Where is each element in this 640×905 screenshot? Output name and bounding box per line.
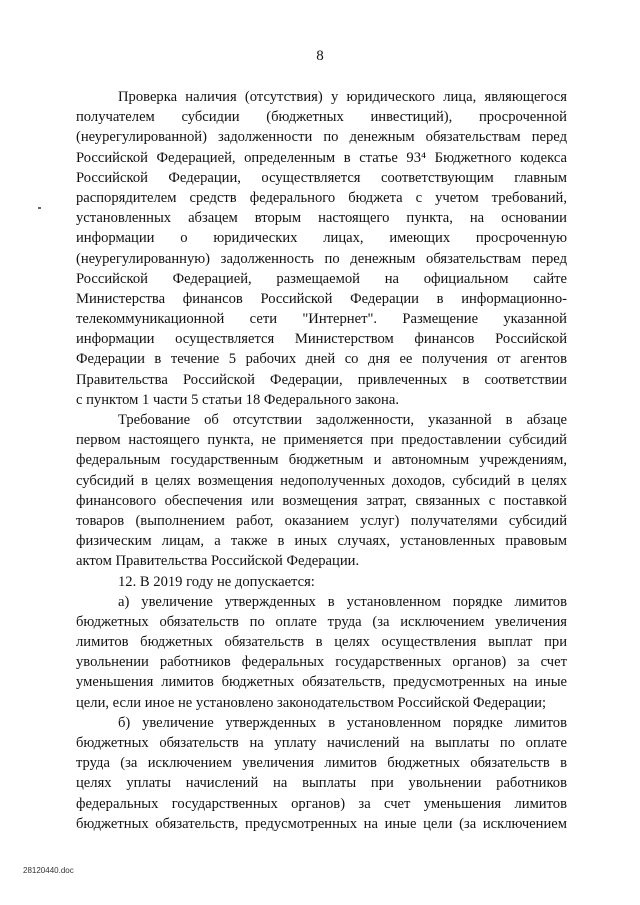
text-line: Российской Федерации, осуществляется соответствующим главным	[76, 169, 567, 186]
text-line: уменьшения лимитов бюджетных обязательств, предусмотренных на иные	[76, 674, 567, 691]
text-line: бюджетных обязательств, предусмотренных на иные цели (за исключением	[76, 815, 567, 832]
text-line: физическим лицам, а также в иных случаях, установленных правовым	[76, 533, 567, 550]
text-line: с пунктом 1 части 5 статьи 18 Федерального закона.	[76, 391, 399, 408]
text-line: Требование об отсутствии задолженности, указанной в абзаце	[118, 412, 567, 428]
text-line: 12. В 2019 году не допускается:	[118, 573, 315, 590]
text-line: бюджетных обязательств по оплате труда (за исключением увеличения	[76, 613, 567, 630]
document-filename: 28120440.doc	[23, 866, 74, 875]
text-line: Федерации в течение 5 рабочих дней со дня ее получения от агентов	[76, 351, 567, 368]
text-line: а) увеличение утвержденных в установленном порядке лимитов	[118, 593, 567, 610]
text-line: телекоммуникационной сети "Интернет". Размещение указанной	[76, 311, 567, 328]
text-line: информации о юридических лицах, имеющих просроченную	[76, 230, 567, 247]
text-line: б) увеличение утвержденных в установленном порядке лимитов	[118, 714, 567, 731]
text-line: первом настоящего пункта, не применяется при предоставлении субсидий	[76, 432, 567, 449]
text-line: товаров (выполнением работ, оказанием услуг) получателями субсидий	[76, 512, 567, 529]
text-line: актом Правительства Российской Федерации.	[76, 553, 360, 570]
text-line: установленных абзацем вторым настоящего пункта, на основании	[76, 210, 567, 227]
text-line: федеральных государственных органов) за счет уменьшения лимитов	[76, 795, 567, 812]
page-number: 8	[316, 48, 324, 64]
text-line: (неурегулированной) задолженности по денежным обязательствам перед	[76, 129, 567, 146]
text-line: Российской Федерацией, размещаемой на официальном сайте	[76, 270, 567, 287]
document-body	[76, 87, 567, 834]
text-line: распорядителем средств федерального бюджета с учетом требований,	[76, 189, 567, 206]
text-line: федеральным государственным бюджетным и автономным учреждениям,	[76, 452, 567, 469]
text-line: Проверка наличия (отсутствия) у юридического лица, являющегося	[118, 89, 567, 105]
text-line: получателем субсидии (бюджетных инвестиций), просроченной	[76, 109, 567, 126]
text-line: бюджетных обязательств на уплату начислений на выплаты по оплате	[76, 735, 567, 751]
text-line: увольнении работников федеральных государственных органов) за счет	[76, 654, 567, 671]
text-line: труда (за исключением увеличения лимитов бюджетных обязательств в	[76, 755, 567, 772]
text-line: Правительства Российской Федерации, привлеченных в соответствии	[76, 371, 567, 388]
text-line: информации осуществляется Министерством финансов Российской	[76, 331, 567, 348]
text-line: целях уплаты начислений на выплаты при увольнении работников	[76, 775, 567, 792]
text-line: лимитов бюджетных обязательств в целях осуществления выплат при	[76, 634, 567, 651]
margin-mark	[38, 207, 41, 209]
text-line: субсидий в целях возмещения недополученных доходов, субсидий в целях	[76, 472, 567, 489]
text-line: (неурегулированную) задолженность по денежным обязательствам перед	[76, 250, 567, 267]
text-line: Министерства финансов Российской Федерации в информационно-	[76, 290, 567, 307]
text-line: финансового обеспечения или возмещения затрат, связанных с поставкой	[76, 492, 567, 509]
text-line: цели, если иное не установлено законодательством Российской Федерации;	[76, 694, 547, 711]
text-line: Российской Федерацией, определенным в статье 93⁴ Бюджетного кодекса	[76, 149, 567, 166]
